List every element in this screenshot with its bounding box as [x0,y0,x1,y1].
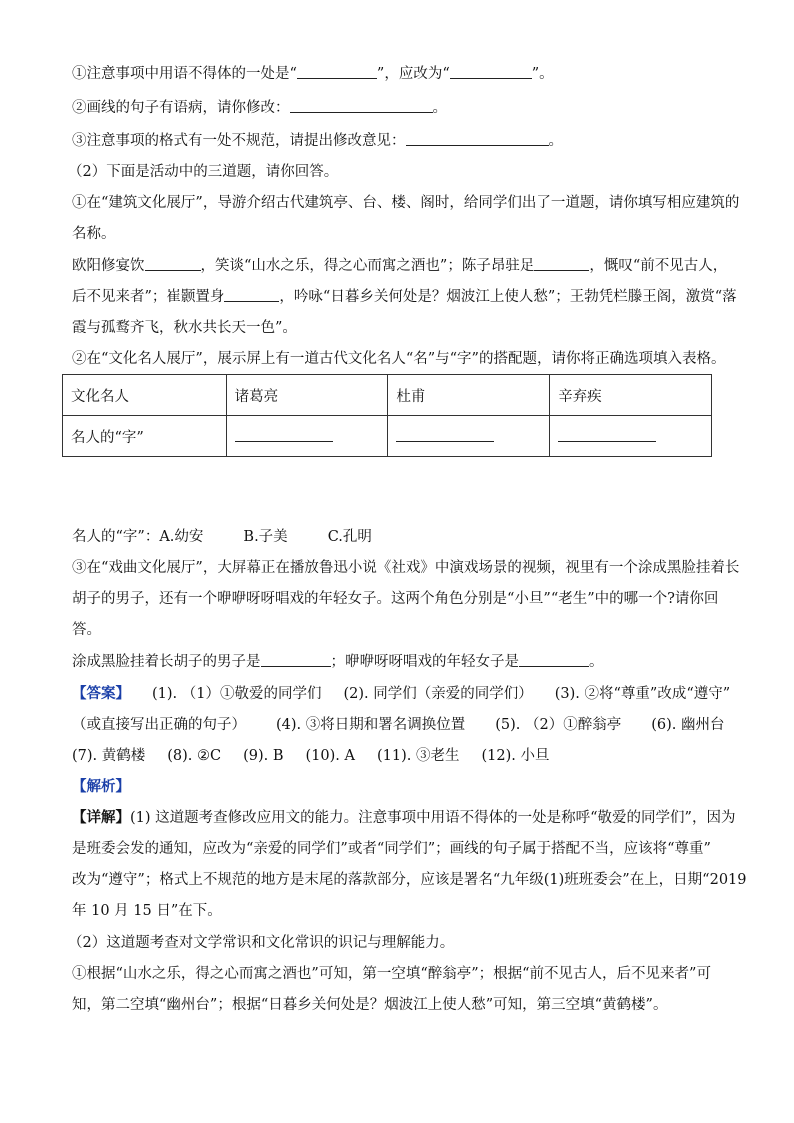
answer-item: (4). ③将日期和署名调换位置 [276,717,466,733]
q3-line3: 答。 [72,622,101,638]
q1-item1-post: ”。 [531,66,554,82]
q2-fill-line-c: 霞与孤鹜齐飞，秋水共长天一色”。 [72,320,297,336]
q3-line2: 胡子的男子，还有一个咿咿呀呀唱戏的年轻女子。这两个角色分别是“小旦”“老生”中的哪一个?请你回 [72,591,719,607]
q3-fill-line [72,652,604,672]
q3-line1: ③在“戏曲文化展厅”，大屏幕正在播放鲁迅小说《社戏》中演戏场景的视频，视里有一个涂成黑脸挂着长 [72,560,740,576]
q2-p1-line1: ①在“建筑文化展厅”，导游介绍古代建筑亭、台、楼、阁时，给同学们出了一道题，请你填写相应建筑的 [72,195,740,211]
answer-item: (9). B [243,748,284,764]
answer-item: (8). ②C [167,748,222,764]
answer-item: (3). ②将“尊重”改成“遵守” [554,686,731,702]
table-header-row [63,375,712,416]
blank-4 [406,131,549,146]
q1-item3-post: 。 [548,133,563,149]
answer-item: (10). A [305,748,356,764]
q2-fill-line-b [72,287,737,307]
blank-9 [519,652,589,667]
table-row [63,416,712,457]
answer-item: (5). （2）①醉翁亭 [495,717,622,733]
answer-label: 【答案】 [72,685,130,702]
options-label: 名人的“字”： [72,529,160,545]
q1-item3 [72,131,563,151]
table-header-cell: 诸葛亮 [226,375,388,416]
analysis-text: (1) 这道题考查修改应用文的能力。注意事项中用语不得体的一处是称呼“敬爱的同学们”，因为 [130,810,736,826]
option-a: A.幼安 [159,529,204,545]
fill-b1: 后不见来者”；崔颢置身 [72,289,225,305]
table-header-cell: 辛弃疾 [550,375,712,416]
fill-a2: ，笑谈“山水之乐，得之心而寓之酒也”；陈子昂驻足 [200,258,535,274]
q2-p2: ②在“文化名人展厅”，展示屏上有一道古代文化名人“名”与“字”的搭配题，请你将正确选项填入表格。 [72,351,726,367]
option-c: C.孔明 [327,529,372,545]
answer-line-2 [72,715,725,735]
name-courtesy-table [62,374,712,457]
q1-item2-pre: ②画线的句子有语病，请你修改： [72,100,290,116]
cell-blank [396,427,494,442]
blank-3 [290,98,433,113]
answer-line-3 [72,746,549,766]
answer-item: (7). 黄鹤楼 [72,748,146,764]
table-header-cell: 文化名人 [63,375,227,416]
detail-label: 【详解】 [72,809,130,826]
analysis-label: 【解析】 [72,778,130,795]
analysis-d6: ①根据“山水之乐，得之心而寓之酒也”可知，第一空填“醉翁亭”；根据“前不见古人，后不见来者”可 [72,966,711,982]
analysis-d7: 知，第二空填“幽州台”；根据“日暮乡关何处是？烟波江上使人愁”可知，第三空填“黄鹤楼”。 [72,997,668,1013]
analysis-d1 [72,808,735,828]
answer-item: (11). ③老生 [377,748,460,764]
table-answer-cell [388,416,550,457]
q1-item1-pre: ①注意事项中用语不得体的一处是“ [72,66,297,82]
table-answer-cell [550,416,712,457]
blank-5 [145,256,201,271]
options-line [72,527,372,547]
analysis-d2: 是班委会发的通知，应改为“亲爱的同学们”或者“同学们”；画线的句子属于搭配不当，应该将“尊重” [72,841,711,857]
fill-b2: ，吟咏“日暮乡关何处是？烟波江上使人愁”；王勃凭栏滕王阁，激赏“落 [279,289,737,305]
table-header-cell: 杜甫 [388,375,550,416]
q3-fill3: 。 [589,654,604,670]
fill-a1: 欧阳修宴饮 [72,258,145,274]
q3-fill1: 涂成黑脸挂着长胡子的男子是 [72,654,261,670]
answer-line-1 [72,684,730,704]
answer-item: (6). 幽州台 [651,717,725,733]
q3-fill2: ；咿咿呀呀唱戏的年轻女子是 [330,654,519,670]
blank-1 [297,64,377,79]
q1-item3-pre: ③注意事项的格式有一处不规范，请提出修改意见： [72,133,406,149]
answer-item: (1). （1）①敬爱的同学们 [152,686,322,702]
option-b: B.子美 [243,529,288,545]
table-answer-cell [226,416,388,457]
q2-p1-line2: 名称。 [72,226,116,242]
q1-item1-mid: ”，应改为“ [376,66,450,82]
table-row-label: 名人的“字” [63,416,227,457]
cell-blank [558,427,656,442]
q1-item2-post: 。 [432,100,447,116]
blank-7 [224,287,279,302]
q2-intro: （2）下面是活动中的三道题，请你回答。 [68,164,339,180]
blank-2 [450,64,532,79]
analysis-d3: 改为“遵守”；格式上不规范的地方是末尾的落款部分，应该是署名“九年级(1)班班委会”在上，日期“2019 [72,872,747,888]
blank-8 [261,652,331,667]
q2-fill-line-a [72,256,727,276]
answer-item: （或直接写出正确的句子） [72,717,246,733]
analysis-d5: （2）这道题考查对文学常识和文化常识的识记与理解能力。 [68,935,455,951]
answer-item: (12). 小旦 [481,748,550,764]
q1-item1 [72,64,554,84]
cell-blank [235,427,333,442]
analysis-d4: 年 10 月 15 日”在下。 [72,903,222,919]
q1-item2 [72,98,447,118]
answer-item: (2). 同学们（亲爱的同学们） [343,686,533,702]
fill-a3: ，慨叹“前不见古人， [589,258,728,274]
blank-6 [534,256,589,271]
